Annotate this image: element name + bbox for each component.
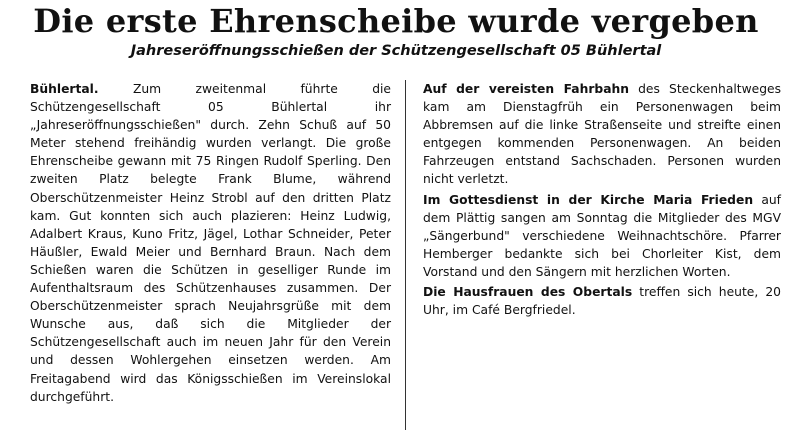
news-item-road <box>423 80 781 189</box>
news-item-housewives-text: treffen sich heute, 20 Uhr, im Café Bergfriedel. <box>423 285 781 318</box>
article-paragraph-main <box>30 80 391 406</box>
column-divider <box>405 80 406 430</box>
subheadline: Jahreseröffnungsschießen der Schützengesellschaft 05 Bühlertal <box>130 43 662 59</box>
dateline: Bühlertal. <box>30 82 99 96</box>
news-item-church-text: auf dem Plättig sangen am Sonntag die Mitglieder des MGV „Sängerbund" verschiedene Weihnachtschöre. Pfarrer Hemberger bedankte sich bei Chorleiter Kist, dem Vorstand und den Sängern mit herzlichen Worten. <box>423 192 781 279</box>
news-item-housewives-lead: Die Hausfrauen des Obertals <box>423 285 633 300</box>
headline: Die erste Ehrenscheibe wurde vergeben <box>33 2 759 40</box>
main-story-text: Zum zweitenmal führte die Schützengesellschaft 05 Bühlertal ihr „Jahreseröffnungsschießen" durch. Zehn Schuß auf 50 Meter stehend freihändig wurden verlangt. Die große Ehrenscheibe gewann mit 75 Ringen Rudolf Sperling. Den zweiten Platz belegte Frank Blume, während Oberschützenmeister Heinz Strobl auf den dritten Platz kam. Gut konnten sich auch plazieren: Heinz Ludwig, Adalbert Kraus, Kuno Fritz, Jägel, Lothar Schneider, Peter Häußler, Ewald Meier und Bernhard Braun. Nach dem Schießen waren die Schützen in geselliger Runde im Aufenthaltsraum des Schützenhauses zusammen. Der Oberschützenmeister sprach Neujahrsgrüße mit dem Wunsche aus, daß sich die Mitglieder der Schützengesellschaft auch im neuen Jahr für den Verein und dessen Wohlergehen einsetzen werden. Am Freitagabend wird das Königsschießen im Vereinslokal durchgeführt. <box>30 82 391 404</box>
news-item-church-lead: Im Gottesdienst in der Kirche Maria Frieden <box>423 192 754 207</box>
news-item-church <box>423 191 781 281</box>
right-column <box>423 80 781 321</box>
left-column <box>30 80 391 408</box>
news-item-road-lead: Auf der vereisten Fahrbahn <box>423 82 629 96</box>
news-item-housewives <box>423 283 781 319</box>
news-item-road-text: des Steckenhaltweges kam am Dienstagfrüh ein Personenwagen beim Abbremsen auf die linke Straßenseite und streifte einen entgegen kommenden Personenwagen. An beiden Fahrzeugen entstand Sachschaden. Personen wurden nicht verletzt. <box>423 82 781 187</box>
